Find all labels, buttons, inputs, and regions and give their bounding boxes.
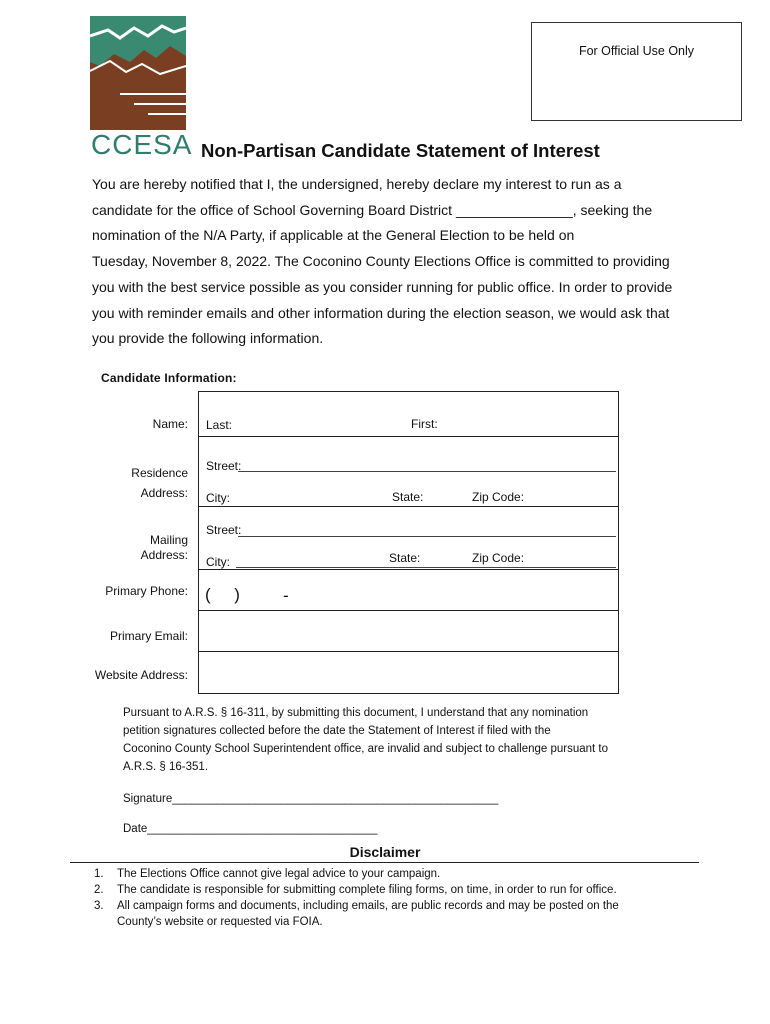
mailing-label: Address: — [140, 548, 188, 562]
phone-dash: - — [283, 586, 289, 605]
candidate-info-heading: Candidate Information: — [101, 371, 237, 385]
mailing-zip-field[interactable]: Zip Code: — [472, 551, 525, 565]
row-divider — [199, 651, 618, 652]
list-text: County’s website or requested via FOIA. — [117, 916, 323, 928]
intro-line: you with reminder emails and other information during the election season, we would ask that — [92, 304, 670, 321]
legal-line: A.R.S. § 16-351. — [123, 761, 209, 773]
residence-street-field[interactable]: Street: — [206, 459, 242, 473]
mailing-label: Mailing — [149, 533, 188, 547]
disclaimer-title: Disclaimer — [349, 844, 421, 860]
list-text: The candidate is responsible for submitting complete filing forms, on time, in order to run for office. — [117, 884, 617, 896]
official-use-label: For Official Use Only — [578, 44, 695, 58]
list-number: 3. — [94, 900, 104, 912]
legal-line: petition signatures collected before the date the Statement of Interest if filed with the — [123, 725, 551, 737]
mailing-city-field[interactable]: City: — [206, 555, 230, 569]
website-label: Website Address: — [94, 668, 188, 682]
last-name-field[interactable]: Last: — [206, 418, 233, 432]
page-title: Non-Partisan Candidate Statement of Interest — [201, 140, 600, 161]
list-text: The Elections Office cannot give legal advice to your campaign. — [117, 868, 441, 880]
residence-zip-field[interactable]: Zip Code: — [472, 490, 525, 504]
first-name-field[interactable]: First: — [411, 417, 438, 431]
intro-line: you with the best service possible as you consider running for public office. In order to provide — [92, 278, 673, 295]
logo-text: CCESA — [91, 129, 193, 160]
row-divider — [199, 610, 618, 611]
residence-label: Residence — [131, 466, 188, 480]
intro-line: you provide the following information. — [92, 330, 324, 347]
date-field[interactable]: Date____________________________________ — [123, 823, 378, 835]
list-item — [94, 914, 694, 930]
list-number: 2. — [94, 884, 104, 896]
mailing-state-field[interactable]: State: — [389, 551, 421, 565]
intro-line: Tuesday, November 8, 2022. The Coconino County Elections Office is committed to providing — [92, 253, 670, 270]
official-use-box — [531, 22, 742, 121]
legal-line: Pursuant to A.R.S. § 16-311, by submitting this document, I understand that any nomination — [123, 707, 589, 719]
residence-state-field[interactable]: State: — [392, 490, 424, 504]
name-label: Name: — [152, 417, 188, 431]
legal-notice — [123, 704, 653, 776]
list-number: 1. — [94, 868, 104, 880]
row-divider — [199, 569, 618, 570]
list-item — [94, 898, 694, 914]
row-divider — [199, 436, 618, 437]
intro-line: candidate for the office of School Governing Board District _______________, seeking the — [92, 201, 653, 218]
row-divider — [199, 506, 618, 507]
residence-label: Address: — [140, 486, 188, 500]
email-field[interactable] — [202, 613, 616, 649]
phone-area-code-field[interactable]: ( ) — [205, 585, 240, 604]
list-item — [94, 882, 694, 898]
city-underline — [236, 567, 616, 568]
street-underline — [238, 471, 616, 472]
intro-line: You are hereby notified that I, the undersigned, hereby declare my interest to run as a — [92, 176, 622, 192]
legal-line: Coconino County School Superintendent office, are invalid and subject to challenge pursuant to — [123, 743, 609, 755]
signature-field[interactable]: Signature___________________________________________________ — [123, 793, 499, 805]
disclaimer-divider — [70, 862, 699, 863]
ccesa-logo — [90, 16, 186, 130]
phone-label: Primary Phone: — [105, 584, 188, 598]
intro-paragraph — [92, 172, 702, 352]
website-field[interactable] — [202, 654, 616, 690]
street-underline — [238, 536, 616, 537]
disclaimer-list — [94, 866, 694, 930]
intro-line: nomination of the N/A Party, if applicable at the General Election to be held on — [92, 227, 575, 244]
residence-city-field[interactable]: City: — [206, 491, 230, 505]
mailing-street-field[interactable]: Street: — [206, 523, 242, 537]
list-item — [94, 866, 694, 882]
email-label: Primary Email: — [109, 629, 188, 643]
list-text: All campaign forms and documents, including emails, are public records and may be posted on the — [117, 900, 619, 912]
